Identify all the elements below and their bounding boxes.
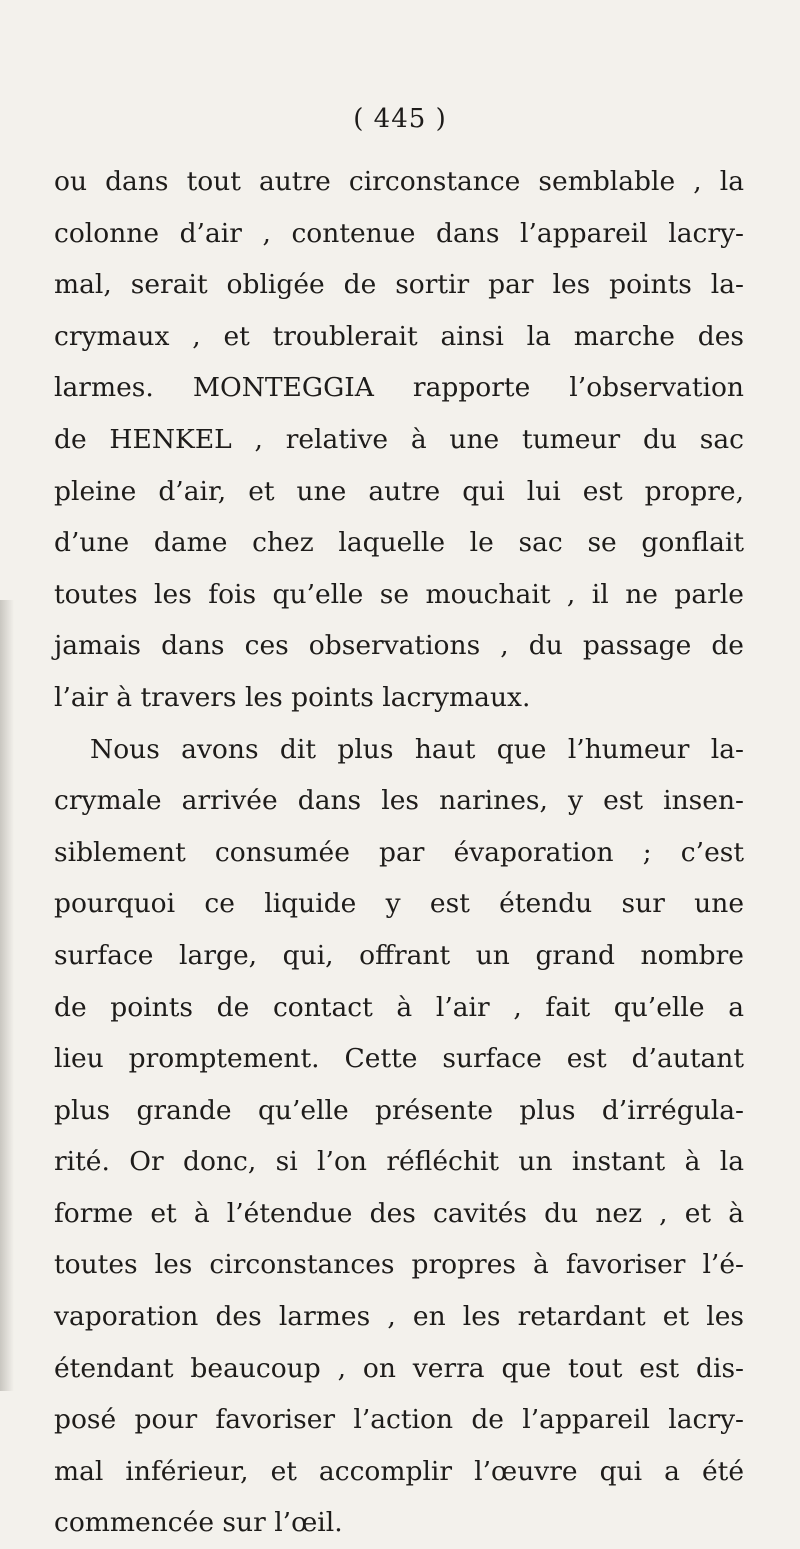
text-line: siblement consumée par évaporation ; c’est [54,836,744,868]
text-line: crymaux , et troublerait ainsi la marche des [54,320,744,352]
binding-shadow [0,600,14,1391]
text-line: l’air à travers les points lacrymaux. [54,681,531,713]
text-line: Nous avons dit plus haut que l’humeur la- [90,733,744,765]
text-line: larmes. MONTEGGIA rapporte l’observation [54,372,744,404]
text-line: forme et à l’étendue des cavités du nez , et à [54,1197,744,1229]
body-text [54,156,744,1549]
text-line: commencée sur l’œil. [54,1507,343,1539]
text-line: de HENKEL , relative à une tumeur du sac [54,423,744,455]
text-line: mal inférieur, et accomplir l’œuvre qui a été [54,1455,744,1487]
text-line: rité. Or donc, si l’on réfléchit un instant à la [54,1146,744,1178]
text-line: d’une dame chez laquelle le sac se gonflait [54,527,744,559]
text-line: toutes les fois qu’elle se mouchait , il ne parle [54,578,744,610]
text-line: pourquoi ce liquide y est étendu sur une [54,888,744,920]
text-line: de points de contact à l’air , fait qu’elle a [54,991,744,1023]
text-line: lieu promptement. Cette surface est d’autant [54,1043,744,1075]
text-line: ou dans tout autre circonstance semblable , la [54,166,744,197]
text-line: surface large, qui, offrant un grand nombre [54,939,744,971]
text-line: toutes les circonstances propres à favoriser l’é- [54,1249,744,1281]
text-line: pleine d’air, et une autre qui lui est propre, [54,475,744,507]
text-line: mal, serait obligée de sortir par les points la- [54,269,744,301]
text-line: jamais dans ces observations , du passage de [54,630,744,662]
text-line: vaporation des larmes , en les retardant et les [54,1301,744,1333]
text-line: crymale arrivée dans les narines, y est insen- [54,785,744,817]
text-line: colonne d’air , contenue dans l’appareil lacry- [54,217,744,249]
text-line: plus grande qu’elle présente plus d’irrégula- [54,1094,744,1126]
text-line: posé pour favoriser l’action de l’appareil lacry- [54,1404,744,1436]
page-number: ( 445 ) [353,104,447,134]
text-line: étendant beaucoup , on verra que tout est dis- [54,1352,744,1384]
